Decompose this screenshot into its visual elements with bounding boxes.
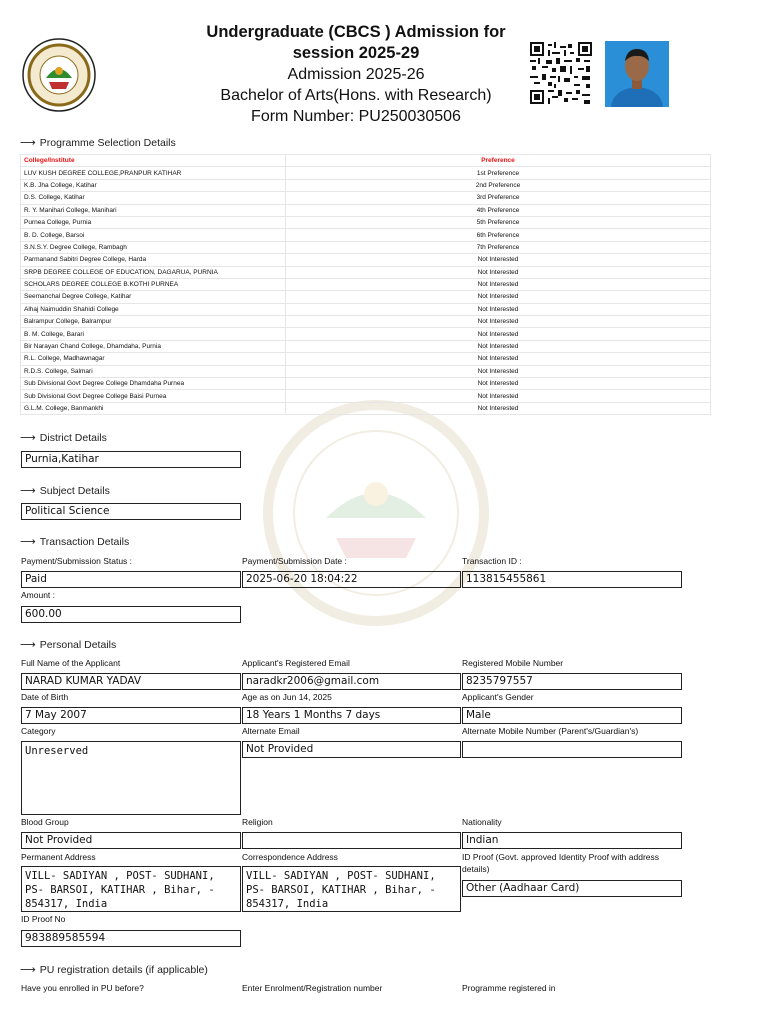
table-row	[21, 365, 711, 377]
table-row	[21, 192, 711, 204]
table-row	[21, 291, 711, 303]
college-cell: S.N.S.Y. Degree College, Rambagh	[21, 241, 286, 253]
preference-cell: 7th Preference	[286, 241, 711, 253]
column-header-preference: Preference	[286, 155, 711, 167]
college-cell: LUV KUSH DEGREE COLLEGE,PRANPUR KATIHAR	[21, 167, 286, 179]
age-label: Age as on Jun 14, 2025	[242, 692, 332, 702]
section-title: Personal Details	[39, 639, 117, 651]
section-programme-selection	[20, 136, 176, 149]
programme-registered-label: Programme registered in	[462, 983, 556, 993]
nationality-label: Nationality	[462, 817, 502, 827]
college-cell: B. D. College, Barsoi	[21, 229, 286, 241]
preference-cell: 1st Preference	[286, 167, 711, 179]
section-personal	[20, 638, 116, 651]
table-row	[21, 353, 711, 365]
id-proof-number-field: 983889585594	[21, 930, 241, 947]
section-district	[20, 431, 107, 444]
blood-group-field: Not Provided	[21, 832, 241, 849]
gender-field: Male	[462, 707, 682, 724]
header-admission: Admission 2025-26	[287, 66, 425, 83]
college-cell: D.S. College, Katihar	[21, 192, 286, 204]
dob-label: Date of Birth	[21, 692, 69, 702]
id-proof-number-label: ID Proof No	[21, 914, 66, 924]
college-cell: R.D.S. College, Salmari	[21, 365, 286, 377]
religion-field	[242, 832, 461, 849]
preference-table	[20, 154, 711, 415]
enrolment-number-label: Enter Enrolment/Registration number	[242, 983, 383, 993]
table-row	[21, 390, 711, 402]
preference-cell: Not Interested	[286, 266, 711, 278]
alt-email-field: Not Provided	[242, 741, 461, 758]
arrow-right-icon: ⟶	[20, 536, 36, 548]
preference-cell: 2nd Preference	[286, 179, 711, 191]
payment-status-label: Payment/Submission Status :	[21, 556, 133, 566]
college-cell: R.L. College, Madhawnagar	[21, 353, 286, 365]
permanent-address-field: VILL- SADIYAN , POST- SUDHANI, PS- BARSOI, KATIHAR , Bihar, - 854317, India	[21, 866, 241, 912]
preference-cell: Not Interested	[286, 390, 711, 402]
preference-cell: Not Interested	[286, 303, 711, 315]
mobile-label: Registered Mobile Number	[462, 658, 564, 668]
payment-status-field: Paid	[21, 571, 241, 588]
table-row	[21, 340, 711, 352]
section-title: Transaction Details	[39, 536, 130, 548]
table-row	[21, 179, 711, 191]
section-pu-registration	[20, 963, 208, 976]
blood-group-label: Blood Group	[21, 817, 69, 827]
table-row	[21, 278, 711, 290]
college-cell: SRPB DEGREE COLLEGE OF EDUCATION, DAGARUA, PURNIA	[21, 266, 286, 278]
table-row	[21, 402, 711, 414]
college-cell: Seemanchal Degree College, Katihar	[21, 291, 286, 303]
preference-cell: Not Interested	[286, 328, 711, 340]
dob-field: 7 May 2007	[21, 707, 241, 724]
payment-date-label: Payment/Submission Date :	[242, 556, 347, 566]
amount-label: Amount :	[21, 590, 56, 600]
age-field: 18 Years 1 Months 7 days	[242, 707, 461, 724]
college-cell: G.L.M. College, Banmankhi	[21, 402, 286, 414]
section-title: District Details	[39, 432, 107, 444]
id-proof-field: Other (Aadhaar Card)	[462, 880, 682, 897]
preference-cell: Not Interested	[286, 353, 711, 365]
college-cell: Sub Divisional Govt Degree College Baisi Purnea	[21, 390, 286, 402]
college-cell: SCHOLARS DEGREE COLLEGE B.KOTHI PURNEA	[21, 278, 286, 290]
subject-field: Political Science	[21, 503, 241, 520]
qr-code	[530, 42, 592, 104]
form-header	[190, 22, 522, 127]
college-cell: K.B. Jha College, Katihar	[21, 179, 286, 191]
preference-cell: Not Interested	[286, 340, 711, 352]
table-row	[21, 328, 711, 340]
preference-cell: 6th Preference	[286, 229, 711, 241]
email-field: naradkr2006@gmail.com	[242, 673, 461, 690]
college-cell: Sub Divisional Govt Degree College Dhamdaha Purnea	[21, 378, 286, 390]
alt-mobile-label: Alternate Mobile Number (Parent's/Guardian's)	[462, 726, 639, 736]
district-field: Purnia,Katihar	[21, 451, 241, 468]
table-row	[21, 303, 711, 315]
arrow-right-icon: ⟶	[20, 485, 36, 497]
college-cell: Bir Narayan Chand College, Dhamdaha, Purnia	[21, 340, 286, 352]
arrow-right-icon: ⟶	[20, 137, 36, 149]
category-label: Category	[21, 726, 56, 736]
mobile-field: 8235797557	[462, 673, 682, 690]
college-cell: Purnea College, Purnia	[21, 216, 286, 228]
preference-cell: Not Interested	[286, 291, 711, 303]
preference-cell: Not Interested	[286, 402, 711, 414]
university-watermark	[240, 398, 512, 628]
transaction-id-label: Transaction ID :	[462, 556, 522, 566]
arrow-right-icon: ⟶	[20, 432, 36, 444]
arrow-right-icon: ⟶	[20, 639, 36, 651]
religion-label: Religion	[242, 817, 273, 827]
id-proof-label: ID Proof (Govt. approved Identity Proof with address details)	[462, 852, 660, 874]
preference-cell: 3rd Preference	[286, 192, 711, 204]
section-transaction	[20, 535, 129, 548]
alt-email-label: Alternate Email	[242, 726, 300, 736]
section-title: PU registration details (if applicable)	[39, 964, 208, 976]
table-row	[21, 316, 711, 328]
college-cell: B. M. College, Barari	[21, 328, 286, 340]
header-title-line2: session 2025-29	[292, 44, 420, 62]
preference-cell: Not Interested	[286, 378, 711, 390]
preference-cell: 4th Preference	[286, 204, 711, 216]
gender-label: Applicant's Gender	[462, 692, 534, 702]
preference-cell: Not Interested	[286, 254, 711, 266]
full-name-field: NARAD KUMAR YADAV	[21, 673, 241, 690]
table-row	[21, 229, 711, 241]
table-row	[21, 167, 711, 179]
amount-field: 600.00	[21, 606, 241, 623]
payment-date-field: 2025-06-20 18:04:22	[242, 571, 461, 588]
college-cell: Balrampur College, Balrampur	[21, 316, 286, 328]
section-title: Subject Details	[39, 485, 110, 497]
email-label: Applicant's Registered Email	[242, 658, 350, 668]
table-header-row	[21, 155, 711, 167]
table-row	[21, 378, 711, 390]
correspondence-address-label: Correspondence Address	[242, 852, 338, 862]
college-cell: R. Y. Manihari College, Manihari	[21, 204, 286, 216]
permanent-address-label: Permanent Address	[21, 852, 96, 862]
college-cell: Alhaj Naimuddin Shahidi College	[21, 303, 286, 315]
table-row	[21, 204, 711, 216]
table-row	[21, 216, 711, 228]
alt-mobile-field	[462, 741, 682, 758]
header-programme: Bachelor of Arts(Hons. with Research)	[220, 87, 492, 104]
college-cell: Parmanand Sabitri Degree College, Harda	[21, 254, 286, 266]
header-title-line1: Undergraduate (CBCS ) Admission for	[206, 23, 506, 41]
section-subject	[20, 484, 110, 497]
table-row	[21, 266, 711, 278]
preference-cell: Not Interested	[286, 365, 711, 377]
header-form-number: Form Number: PU250030506	[251, 108, 461, 125]
column-header-college: College/Institute	[21, 155, 286, 167]
nationality-field: Indian	[462, 832, 682, 849]
table-row	[21, 241, 711, 253]
correspondence-address-field: VILL- SADIYAN , POST- SUDHANI, PS- BARSOI, KATIHAR , Bihar, - 854317, India	[242, 866, 461, 912]
preference-cell: Not Interested	[286, 278, 711, 290]
applicant-photo	[605, 41, 669, 107]
full-name-label: Full Name of the Applicant	[21, 658, 121, 668]
preference-cell: Not Interested	[286, 316, 711, 328]
enrolled-before-label: Have you enrolled in PU before?	[21, 983, 144, 993]
table-row	[21, 254, 711, 266]
university-logo	[22, 38, 96, 112]
transaction-id-field: 113815455861	[462, 571, 682, 588]
section-title: Programme Selection Details	[39, 137, 176, 149]
category-field: Unreserved	[21, 741, 241, 815]
arrow-right-icon: ⟶	[20, 964, 36, 976]
preference-cell: 5th Preference	[286, 216, 711, 228]
